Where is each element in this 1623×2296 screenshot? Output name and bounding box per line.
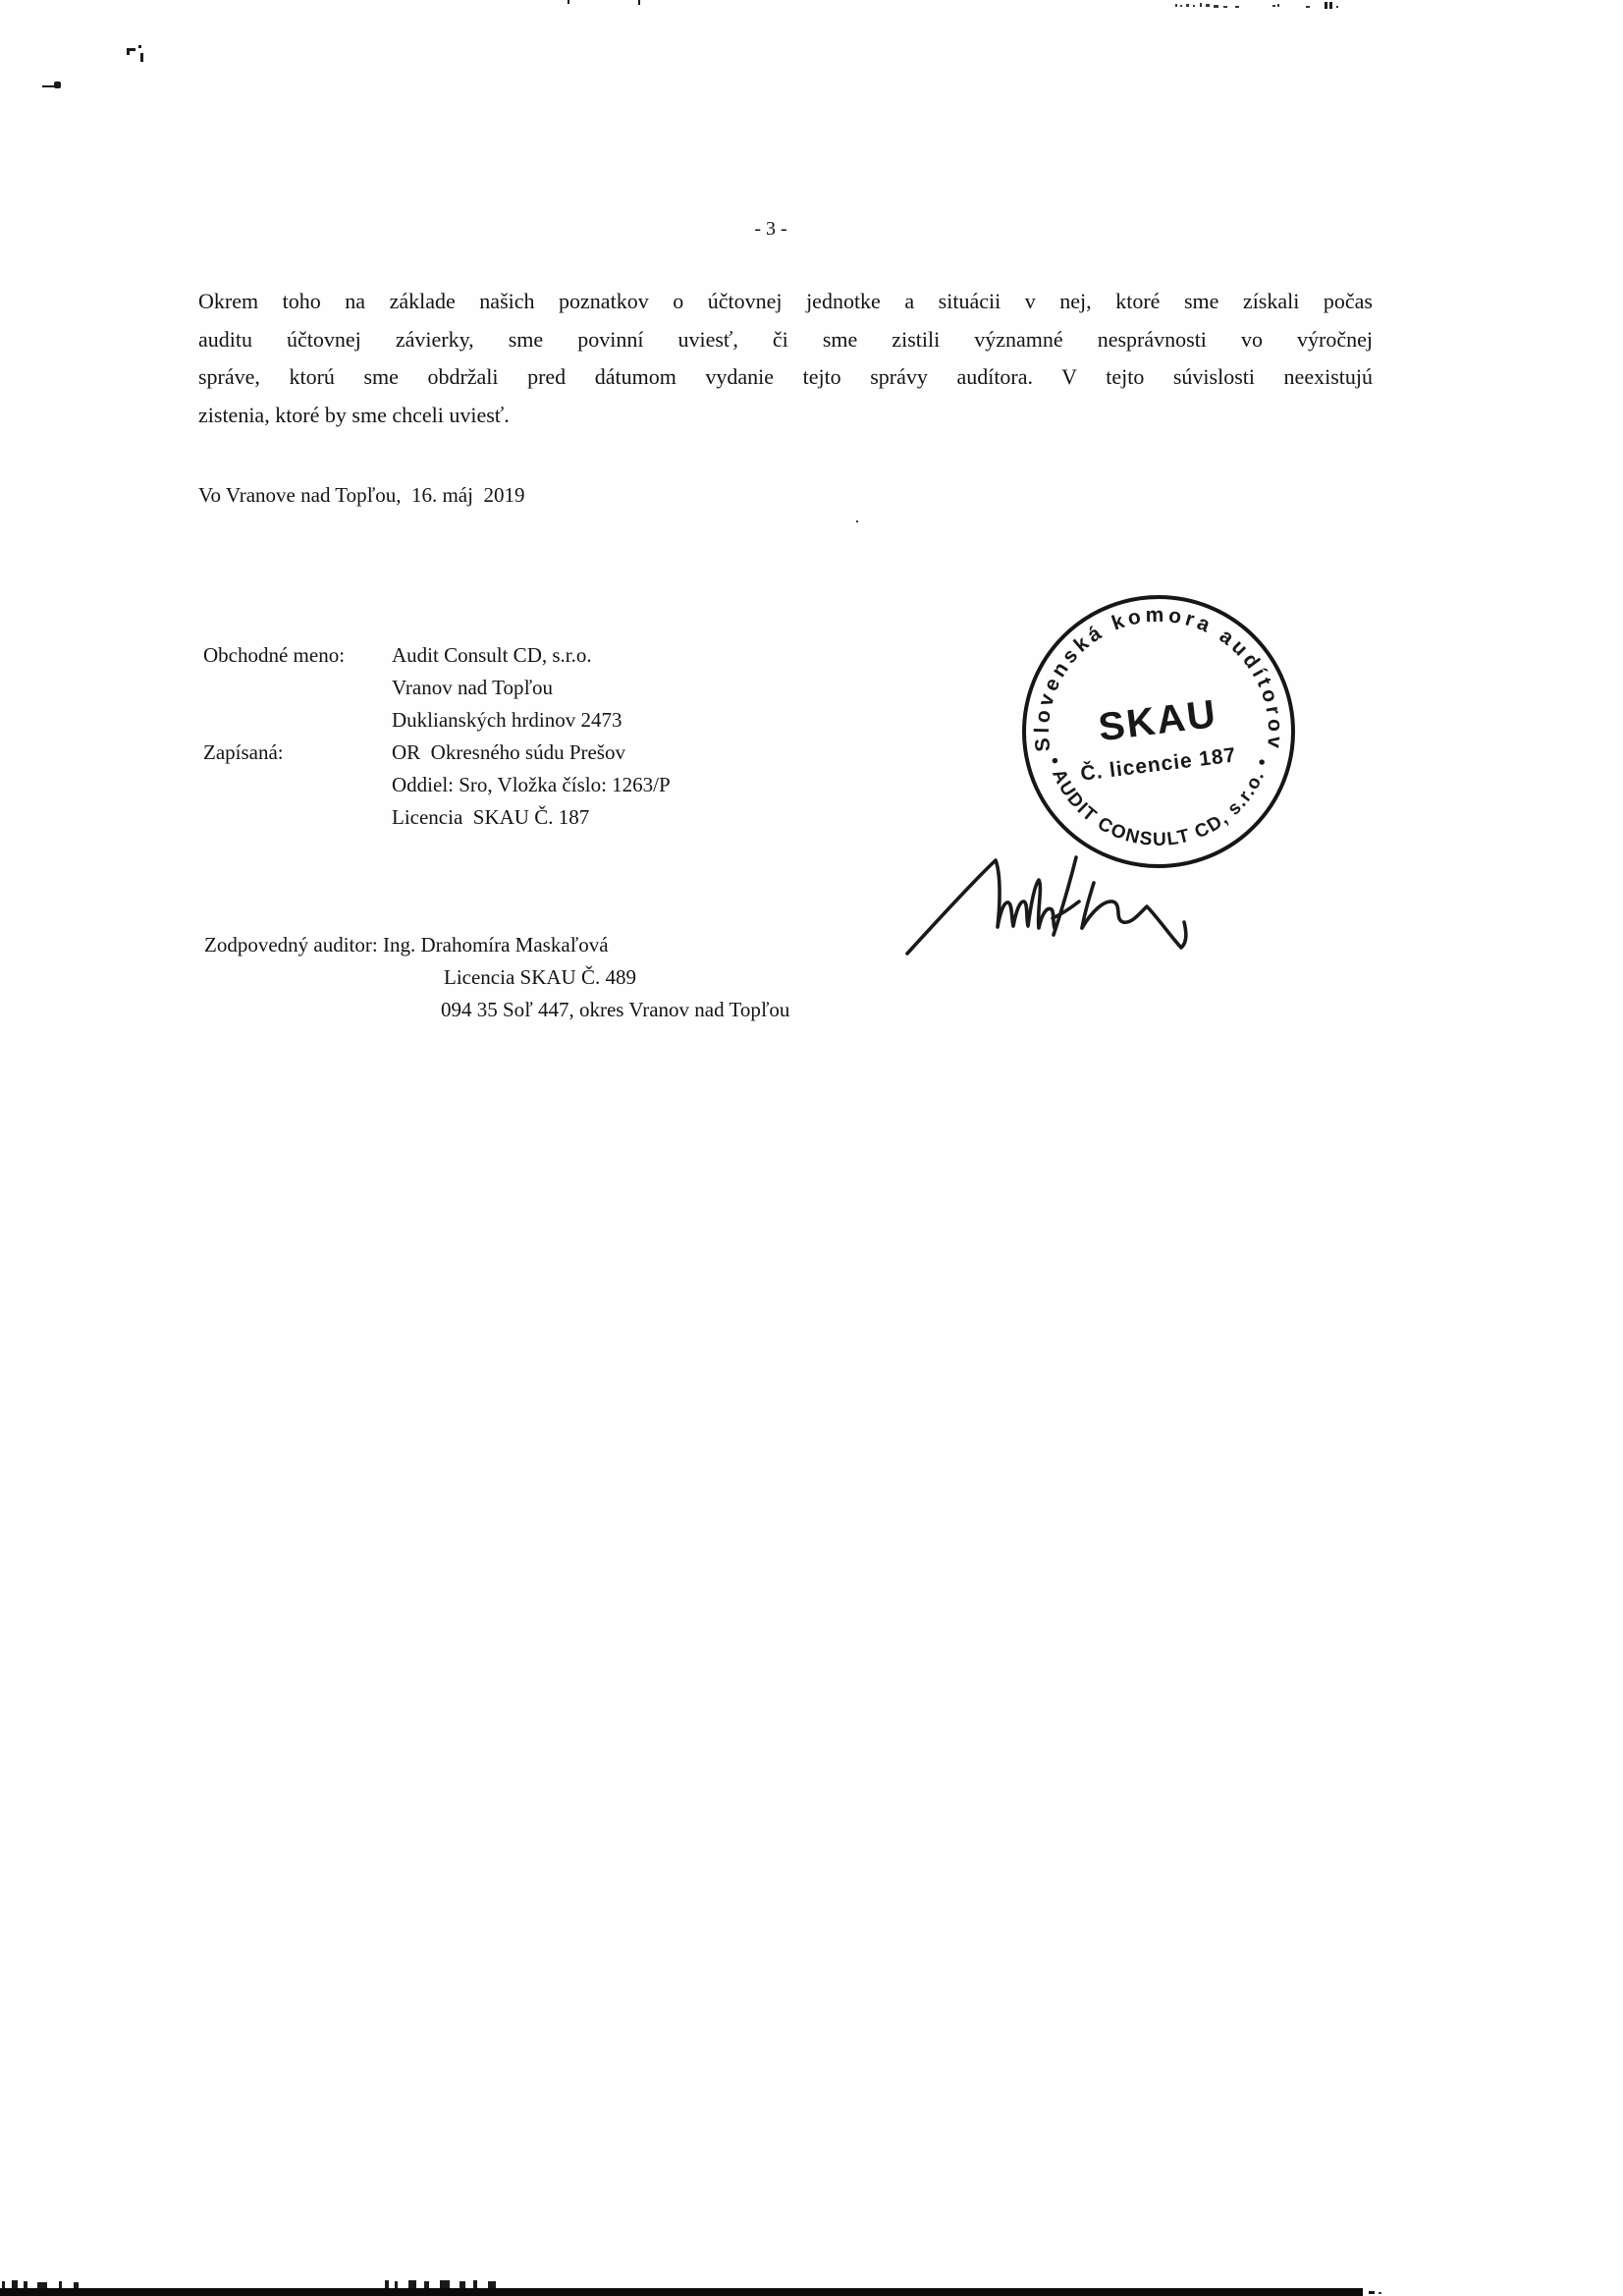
auditor-name: Ing. Drahomíra Maskaľová	[377, 933, 609, 957]
scan-artifact	[1223, 6, 1227, 8]
paragraph-line: Okrem toho na základe našich poznatkov o účtovnej jednotke a situácii v nej, ktoré sme získali počas	[198, 289, 1373, 313]
stamp-ring-bottom-text: • AUDIT CONSULT CD, s.r.o. •	[1043, 754, 1274, 850]
place-date-line: Vo Vranove nad Topľou, 16. máj 2019	[198, 483, 525, 507]
scan-artifact	[1379, 2292, 1381, 2294]
scan-artifact	[1336, 6, 1338, 8]
auditor-line	[204, 933, 609, 957]
scan-artifact	[140, 53, 143, 62]
body-paragraph	[198, 283, 1373, 434]
auditor-license: Licencia SKAU Č. 489	[444, 965, 636, 989]
scan-artifact	[127, 51, 130, 55]
scan-artifact	[424, 2281, 429, 2288]
scan-artifact	[37, 2282, 47, 2288]
scan-artifact-arrow	[54, 82, 61, 88]
scan-artifact	[568, 0, 569, 4]
paragraph-line: správe, ktorú sme obdržali pred dátumom vydanie tejto správy audítora. V tejto súvislosti neexistujú	[198, 364, 1373, 389]
scan-artifact	[473, 2280, 477, 2288]
paragraph-line: auditu účtovnej závierky, sme povinní uviesť, či sme zistili významné nesprávnosti vo výročnej	[198, 326, 1373, 352]
registered-court: OR Okresného súdu Prešov	[392, 740, 625, 764]
scan-artifact	[638, 0, 640, 5]
scan-artifact	[24, 2281, 27, 2288]
scan-artifact	[395, 2281, 398, 2288]
scan-artifact	[856, 520, 858, 522]
scan-artifact	[1306, 6, 1310, 8]
company-city: Vranov nad Topľou	[392, 676, 554, 699]
signature-icon	[884, 840, 1208, 977]
company-name-label: Obchodné meno:	[203, 643, 346, 667]
registered-label: Zapísaná:	[203, 740, 284, 764]
page-number: - 3 -	[754, 218, 787, 240]
scan-artifact	[488, 2281, 496, 2288]
scan-artifact	[74, 2282, 79, 2288]
scan-artifact	[1272, 5, 1275, 7]
stamp-license-number: Č. licencie 187	[1079, 743, 1238, 786]
scan-artifact	[385, 2280, 389, 2288]
scan-artifact	[1186, 4, 1189, 7]
scan-artifact	[2, 2281, 5, 2288]
registered-section: Oddiel: Sro, Vložka číslo: 1263/P	[392, 773, 671, 796]
auditor-address: 094 35 Soľ 447, okres Vranov nad Topľou	[441, 998, 790, 1021]
scan-artifact	[1325, 2, 1327, 9]
scan-artifact	[1214, 5, 1218, 8]
scan-artifact	[1277, 4, 1279, 7]
scan-artifact	[1180, 5, 1182, 7]
scan-artifact	[1193, 5, 1195, 7]
scan-artifact	[1206, 4, 1210, 7]
scan-artifact	[1235, 6, 1239, 8]
scan-artifact	[59, 2281, 62, 2288]
scan-artifact	[1329, 2, 1332, 9]
scan-artifact	[440, 2280, 450, 2288]
paragraph-line: zistenia, ktoré by sme chceli uviesť.	[198, 402, 510, 427]
scan-artifact	[1175, 4, 1177, 7]
scan-artifact	[138, 45, 141, 48]
company-street: Duklianských hrdinov 2473	[392, 708, 622, 732]
scan-artifact	[1200, 3, 1202, 7]
company-name: Audit Consult CD, s.r.o.	[392, 643, 592, 667]
stamp-ring-top-text: Slovenská komora audítorov	[1030, 603, 1287, 753]
scan-artifact	[1369, 2291, 1375, 2294]
auditor-label: Zodpovedný auditor:	[204, 933, 378, 957]
scan-artifact	[460, 2281, 465, 2288]
scan-bottom-bar	[0, 2288, 1363, 2296]
scan-artifact	[408, 2280, 416, 2288]
stamp-center-abbr: SKAU	[1096, 691, 1220, 750]
company-license: Licencia SKAU Č. 187	[392, 805, 590, 829]
scan-artifact	[12, 2280, 18, 2288]
